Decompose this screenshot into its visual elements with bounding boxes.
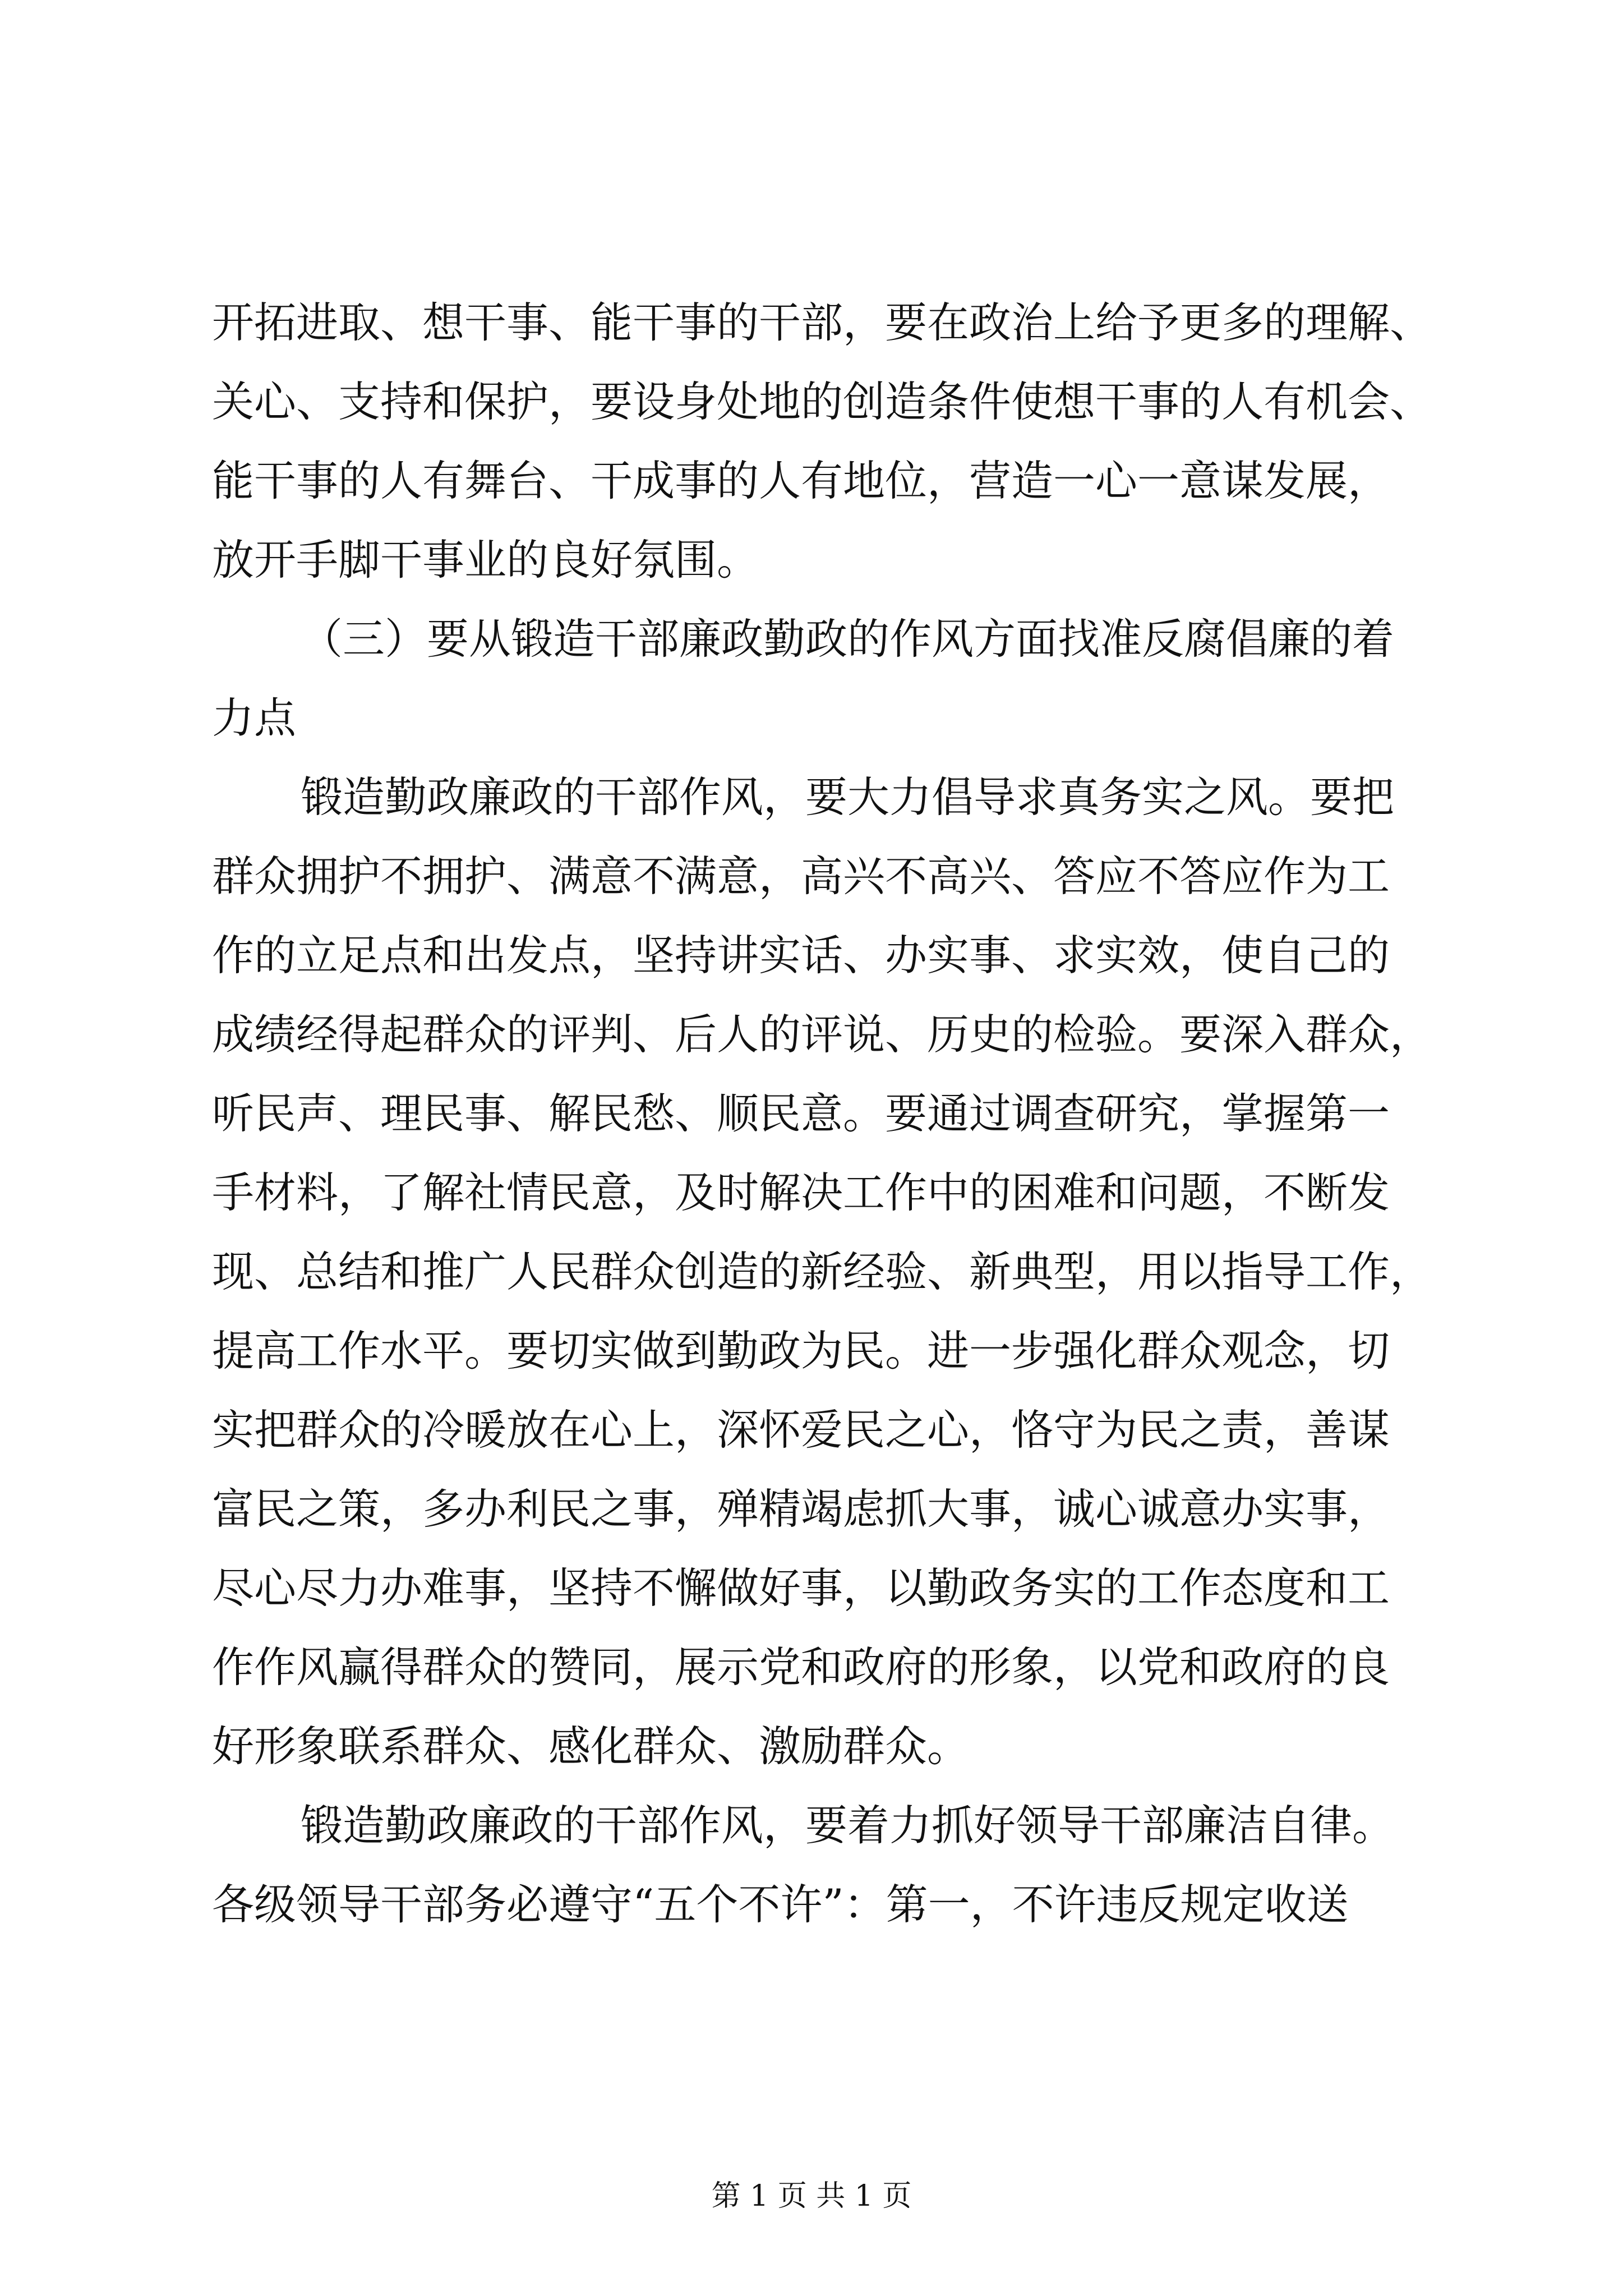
body-text: [212, 283, 1432, 1944]
text-line: 富民之策，多办利民之事，殚精竭虑抓大事，诚心诚意办实事，: [212, 1484, 1390, 1534]
text-line: 关心、支持和保护，要设身处地的创造条件使想干事的人有机会、: [212, 377, 1432, 426]
text-line: 好形象联系群众、感化群众、激励群众。: [212, 1722, 970, 1771]
text-line: 开拓进取、想干事、能干事的干部，要在政治上给予更多的理解、: [212, 298, 1432, 347]
text-line: 成绩经得起群众的评判、后人的评说、历史的检验。要深入群众，: [212, 1010, 1432, 1059]
text-line: 作作风赢得群众的赞同，展示党和政府的形象，以党和政府的良: [212, 1642, 1390, 1692]
text-line: 提高工作水平。要切实做到勤政为民。进一步强化群众观念，切: [212, 1326, 1390, 1375]
page-footer: 第 1 页 共 1 页: [711, 2179, 912, 2213]
text-line: 手材料，了解社情民意，及时解决工作中的困难和问题，不断发: [212, 1168, 1390, 1217]
paragraph-start: 锻造勤政廉政的干部作风，要着力抓好领导干部廉洁自律。: [301, 1801, 1395, 1850]
section-heading-continued: 力点: [212, 693, 297, 743]
text-line: 能干事的人有舞台、干成事的人有地位，营造一心一意谋发展，: [212, 456, 1390, 505]
paragraph-start: 锻造勤政廉政的干部作风，要大力倡导求真务实之风。要把: [301, 772, 1395, 822]
text-line: 听民声、理民事、解民愁、顺民意。要通过调查研究，掌握第一: [212, 1089, 1390, 1138]
text-line: 作的立足点和出发点，坚持讲实话、办实事、求实效，使自己的: [212, 931, 1390, 980]
section-heading: （三）要从锻造干部廉政勤政的作风方面找准反腐倡廉的着: [301, 614, 1395, 664]
text-line: 尽心尽力办难事，坚持不懈做好事，以勤政务实的工作态度和工: [212, 1563, 1390, 1613]
text-line: 放开手脚干事业的良好氛围。: [212, 535, 759, 585]
text-line: 各级领导干部务必遵守“五个不许”：第一，不许违反规定收送: [212, 1880, 1349, 1929]
text-line: 现、总结和推广人民群众创造的新经验、新典型，用以指导工作，: [212, 1247, 1432, 1296]
text-line: 群众拥护不拥护、满意不满意，高兴不高兴、答应不答应作为工: [212, 852, 1390, 901]
text-line: 实把群众的冷暖放在心上，深怀爱民之心，恪守为民之责，善谋: [212, 1405, 1390, 1455]
